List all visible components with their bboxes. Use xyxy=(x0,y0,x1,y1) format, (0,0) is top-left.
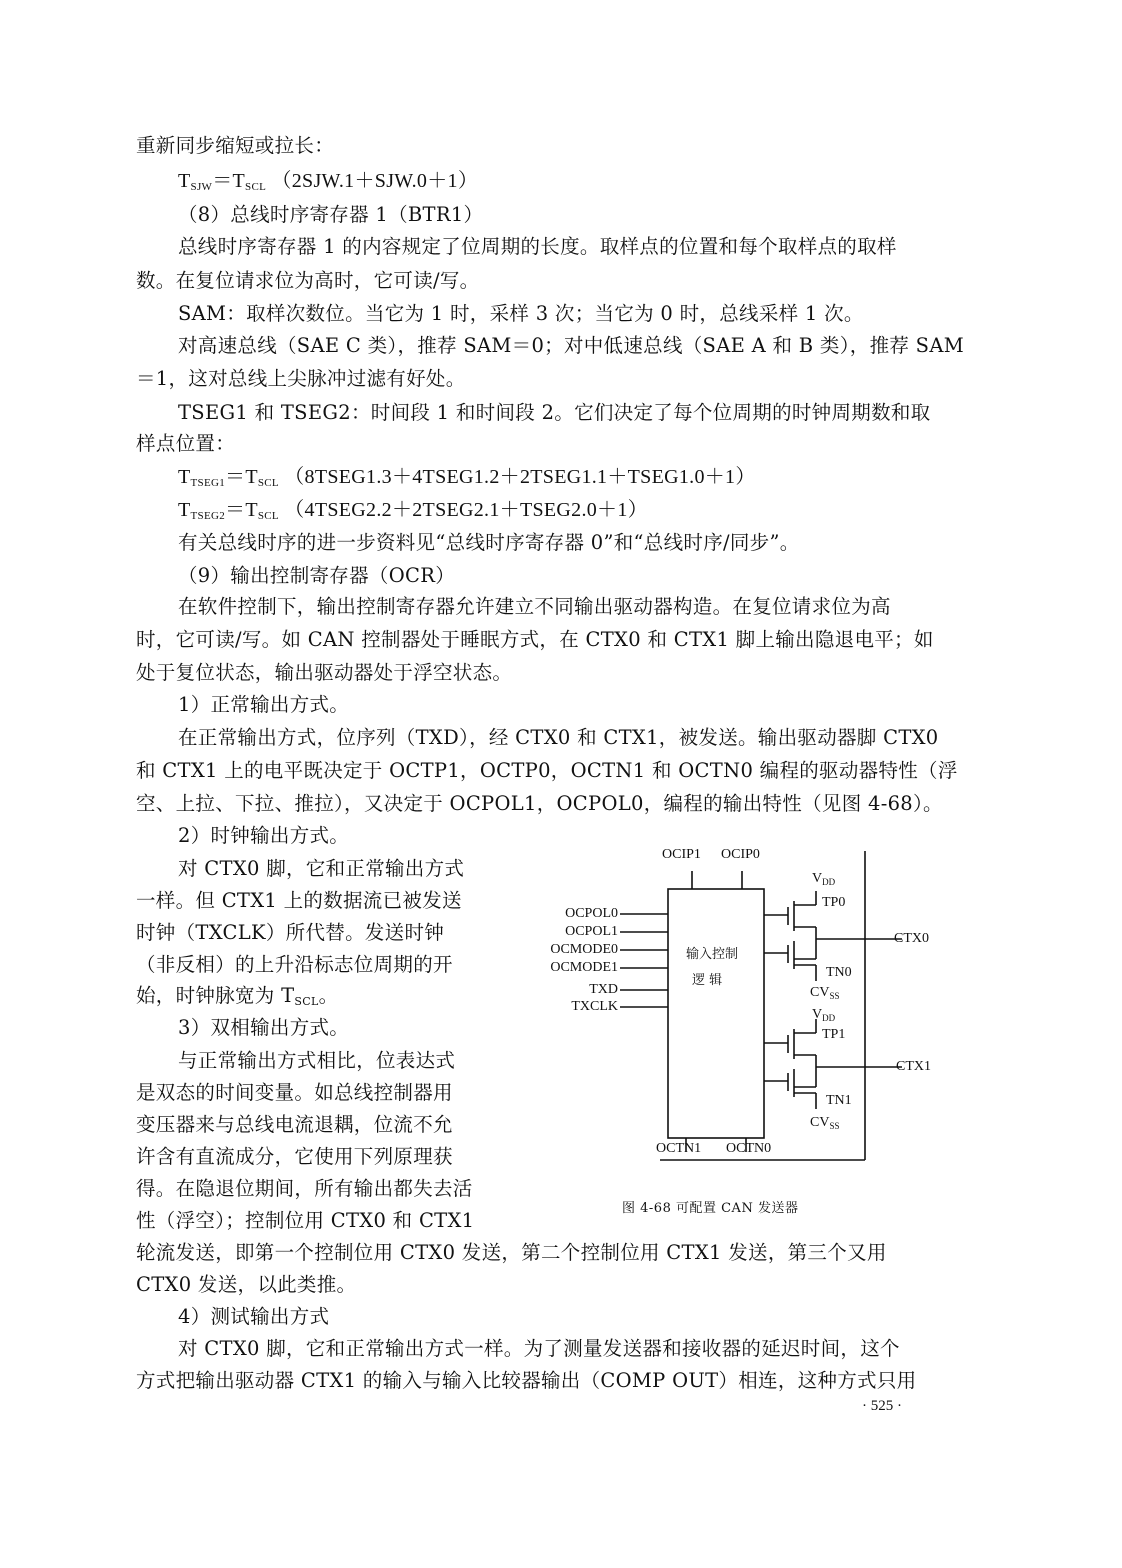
text-line: CTX0 发送，以此类推。 xyxy=(136,1273,357,1296)
text-line: 数。在复位请求位为高时，它可读/写。 xyxy=(136,269,480,292)
text-line: 时，它可读/写。如 CAN 控制器处于睡眠方式，在 CTX0 和 CTX1 脚上输出隐退电平；如 xyxy=(136,628,934,651)
subheading: 1）正常输出方式。 xyxy=(178,693,350,716)
section-heading: （9）输出控制寄存器（OCR） xyxy=(178,564,455,587)
formula-tsjw: $T_{SJW}=T_{SCL}$ （2SJW.1＋SJW.0＋1） xyxy=(178,170,479,193)
text-line: 总线时序寄存器 1 的内容规定了位周期的长度。取样点的位置和每个取样点的取样 xyxy=(178,235,897,258)
cvss-label: $CV_{SS}$ xyxy=(810,1115,840,1131)
subheading: 4）测试输出方式 xyxy=(178,1305,330,1328)
text-line: 轮流发送，即第一个控制位用 CTX0 发送，第二个控制位用 CTX1 发送，第三个又用 xyxy=(136,1241,887,1264)
text-line: 对高速总线（SAE C 类），推荐 SAM＝0；对中低速总线（SAE A 和 B 类），推荐 SAM xyxy=(178,334,964,357)
text-line: TSEG1 和 TSEG2：时间段 1 和时间段 2。它们决定了每个位周期的时钟周期数和取 xyxy=(178,401,931,424)
page-number: · 525 · xyxy=(862,1398,902,1414)
formula-ttseg1: $T_{TSEG1}=T_{SCL}$ （8TSEG1.3＋4TSEG1.2＋2TSEG1.1＋TSEG1.0＋1） xyxy=(178,466,756,489)
formula-ttseg2: $T_{TSEG2}=T_{SCL}$ （4TSEG2.2＋2TSEG2.1＋TSEG2.0＋1） xyxy=(178,499,648,522)
ocmode1-label: OCMODE1 xyxy=(550,960,618,975)
text-line: 有关总线时序的进一步资料见“总线时序寄存器 0”和“总线时序/同步”。 xyxy=(178,531,800,554)
subheading: 2）时钟输出方式。 xyxy=(178,824,350,847)
cvss-label: $CV_{SS}$ xyxy=(810,985,840,1001)
ocip0-label: OCIP0 xyxy=(721,847,760,862)
ctx1-label: CTX1 xyxy=(896,1059,931,1074)
ocpol1-label: OCPOL1 xyxy=(565,924,618,939)
text-line: 重新同步缩短或拉长： xyxy=(136,134,335,157)
text-line: （非反相）的上升沿标志位周期的开 xyxy=(136,953,453,976)
tn1-label: TN1 xyxy=(826,1093,852,1108)
txclk-label: TXCLK xyxy=(571,999,618,1014)
text-line: 方式把输出驱动器 CTX1 的输入与输入比较器输出（COMP OUT）相连，这种方式只用 xyxy=(136,1369,917,1392)
text-line: 在正常输出方式，位序列（TXD），经 CTX0 和 CTX1，被发送。输出驱动器脚 CTX0 xyxy=(178,726,939,749)
can-transmitter-diagram xyxy=(520,835,970,1180)
tp0-label: TP0 xyxy=(822,895,846,910)
ocip1-label: OCIP1 xyxy=(662,847,701,862)
control-logic-label-2: 逻 辑 xyxy=(692,973,723,988)
text-line: 许含有直流成分，它使用下列原理获 xyxy=(136,1145,453,1168)
ocpol0-label: OCPOL0 xyxy=(565,906,618,921)
tp1-label: TP1 xyxy=(822,1027,846,1042)
text-line: 是双态的时间变量。如总线控制器用 xyxy=(136,1081,453,1104)
tn0-label: TN0 xyxy=(826,965,852,980)
text-line: 空、上拉、下拉、推拉），又决定于 OCPOL1，OCPOL0，编程的输出特性（见图 4-68）。 xyxy=(136,792,943,815)
text-line: 对 CTX0 脚，它和正常输出方式一样。为了测量发送器和接收器的延迟时间，这个 xyxy=(178,1337,900,1360)
text-line: 处于复位状态，输出驱动器处于浮空状态。 xyxy=(136,661,513,684)
control-logic-label: 输入控制 xyxy=(686,947,739,962)
ocmode0-label: OCMODE0 xyxy=(550,942,618,957)
text-line: 得。在隐退位期间，所有输出都失去活 xyxy=(136,1177,473,1200)
text-line: 与正常输出方式相比，位表达式 xyxy=(178,1049,456,1072)
subheading: 3）双相输出方式。 xyxy=(178,1016,350,1039)
txd-label: TXD xyxy=(589,982,618,997)
text-line: 时钟（TXCLK）所代替。发送时钟 xyxy=(136,921,445,944)
text-line: 对 CTX0 脚，它和正常输出方式 xyxy=(178,857,465,880)
figure-caption: 图 4-68 可配置 CAN 发送器 xyxy=(622,1201,799,1216)
text-line: SAM：取样次数位。当它为 1 时，采样 3 次；当它为 0 时，总线采样 1 次。 xyxy=(178,302,864,325)
text-line: 样点位置： xyxy=(136,432,236,455)
text-line: 变压器来与总线电流退耦，位流不允 xyxy=(136,1113,453,1136)
octn0-label: OCTN0 xyxy=(726,1141,772,1156)
text-line: 始，时钟脉宽为 $T_{SCL}$。 xyxy=(136,984,339,1008)
vdd-label: $V_{DD}$ xyxy=(812,1007,836,1023)
text-line: ＝1，这对总线上尖脉冲过滤有好处。 xyxy=(136,367,466,390)
vdd-label: $V_{DD}$ xyxy=(812,871,836,887)
text-line: 一样。但 CTX1 上的数据流已被发送 xyxy=(136,889,462,912)
ctx0-label: CTX0 xyxy=(894,931,929,946)
text-line: 性（浮空）；控制位用 CTX0 和 CTX1 xyxy=(136,1209,475,1232)
octn1-label: OCTN1 xyxy=(656,1141,702,1156)
section-heading: （8）总线时序寄存器 1（BTR1） xyxy=(178,203,484,226)
text-line: 和 CTX1 上的电平既决定于 OCTP1，OCTP0，OCTN1 和 OCTN0 编程的驱动器特性（浮 xyxy=(136,759,958,782)
text-line: 在软件控制下，输出控制寄存器允许建立不同输出驱动器构造。在复位请求位为高 xyxy=(178,595,891,618)
